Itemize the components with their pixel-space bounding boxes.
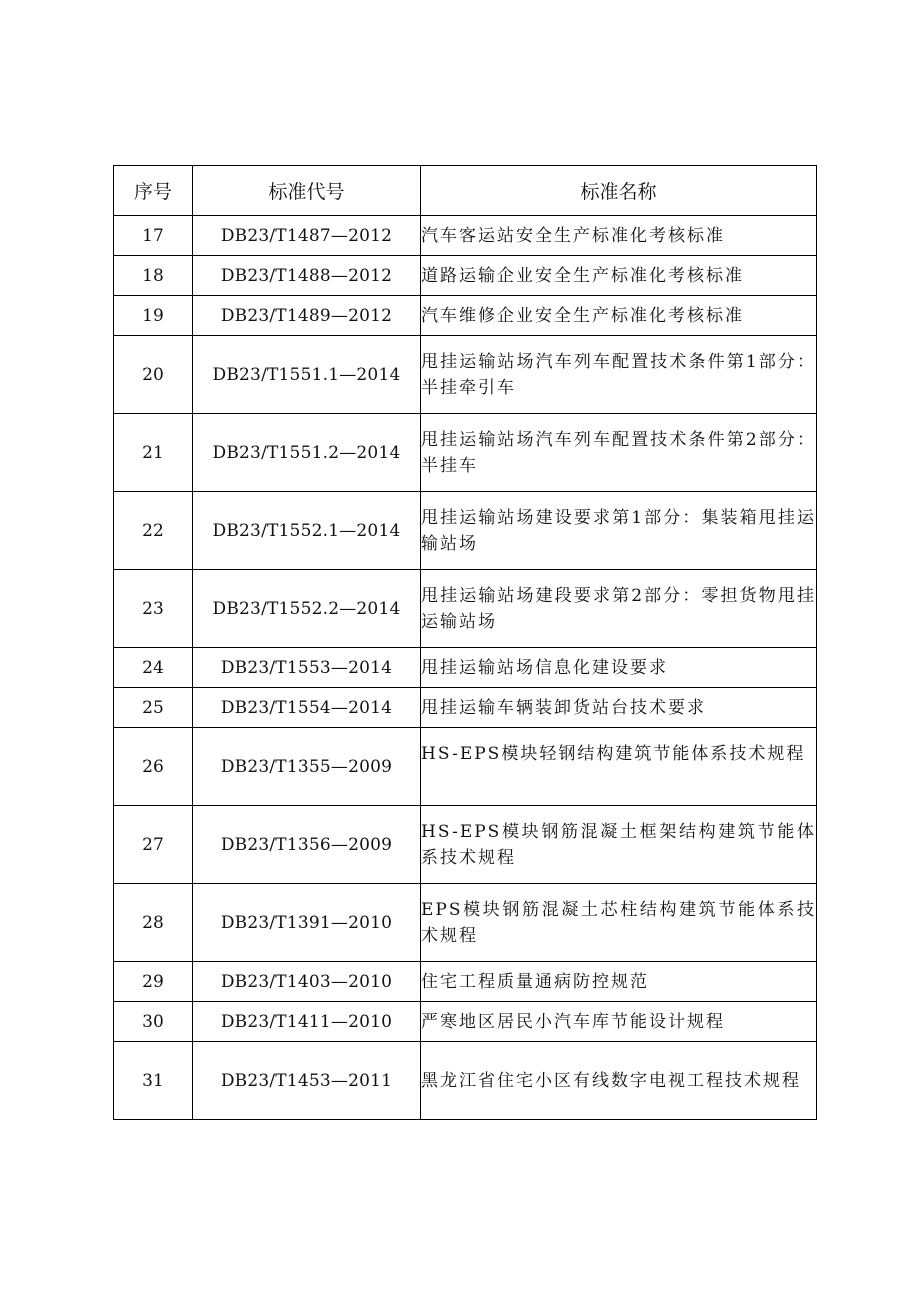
row-serial: 30: [114, 1002, 193, 1042]
row-serial: 25: [114, 688, 193, 728]
table-row: [114, 336, 817, 414]
row-code: DB23/T1355—2009: [193, 728, 421, 806]
row-serial: 20: [114, 336, 193, 414]
row-code: DB23/T1487—2012: [193, 216, 421, 256]
row-name: 甩挂运输站场建段要求第2部分：零担货物甩挂运输站场: [421, 570, 817, 648]
table-row: [114, 296, 817, 336]
row-serial: 26: [114, 728, 193, 806]
row-name: HS-EPS模块钢筋混凝土框架结构建筑节能体系技术规程: [421, 806, 817, 884]
row-serial: 22: [114, 492, 193, 570]
row-name: HS-EPS模块轻钢结构建筑节能体系技术规程: [421, 728, 817, 806]
row-name: 甩挂运输站场汽车列车配置技术条件第1部分：半挂牵引车: [421, 336, 817, 414]
row-code: DB23/T1551.1—2014: [193, 336, 421, 414]
row-serial: 27: [114, 806, 193, 884]
table-row: [114, 1002, 817, 1042]
row-serial: 28: [114, 884, 193, 962]
table-row: [114, 1042, 817, 1120]
row-name: EPS模块钢筋混凝土芯柱结构建筑节能体系技术规程: [421, 884, 817, 962]
table-row: [114, 688, 817, 728]
table-row: [114, 728, 817, 806]
row-code: DB23/T1553—2014: [193, 648, 421, 688]
table-row: [114, 648, 817, 688]
row-code: DB23/T1552.2—2014: [193, 570, 421, 648]
row-name: 汽车维修企业安全生产标准化考核标准: [421, 296, 817, 336]
row-serial: 19: [114, 296, 193, 336]
table-row: [114, 570, 817, 648]
row-code: DB23/T1488—2012: [193, 256, 421, 296]
table-row: [114, 492, 817, 570]
row-code: DB23/T1453—2011: [193, 1042, 421, 1120]
row-code: DB23/T1551.2—2014: [193, 414, 421, 492]
row-code: DB23/T1403—2010: [193, 962, 421, 1002]
row-name: 甩挂运输站场建设要求第1部分：集装箱甩挂运输站场: [421, 492, 817, 570]
table-row: [114, 962, 817, 1002]
row-serial: 21: [114, 414, 193, 492]
row-serial: 23: [114, 570, 193, 648]
header-name: 标准名称: [421, 166, 817, 216]
row-code: DB23/T1552.1—2014: [193, 492, 421, 570]
row-code: DB23/T1411—2010: [193, 1002, 421, 1042]
row-code: DB23/T1391—2010: [193, 884, 421, 962]
table-row: [114, 806, 817, 884]
header-code: 标准代号: [193, 166, 421, 216]
row-code: DB23/T1489—2012: [193, 296, 421, 336]
row-name: 住宅工程质量通病防控规范: [421, 962, 817, 1002]
table-row: [114, 414, 817, 492]
row-name: 甩挂运输站场汽车列车配置技术条件第2部分：半挂车: [421, 414, 817, 492]
row-name: 严寒地区居民小汽车库节能设计规程: [421, 1002, 817, 1042]
row-name: 黑龙江省住宅小区有线数字电视工程技术规程: [421, 1042, 817, 1120]
row-serial: 24: [114, 648, 193, 688]
standards-table: [113, 165, 817, 1120]
header-serial: 序号: [114, 166, 193, 216]
table-row: [114, 884, 817, 962]
row-serial: 18: [114, 256, 193, 296]
table-row: [114, 256, 817, 296]
row-code: DB23/T1356—2009: [193, 806, 421, 884]
header-row: [114, 166, 817, 216]
row-serial: 29: [114, 962, 193, 1002]
row-name: 道路运输企业安全生产标准化考核标准: [421, 256, 817, 296]
row-serial: 31: [114, 1042, 193, 1120]
table-row: [114, 216, 817, 256]
row-name: 甩挂运输车辆装卸货站台技术要求: [421, 688, 817, 728]
row-name: 汽车客运站安全生产标准化考核标准: [421, 216, 817, 256]
row-code: DB23/T1554—2014: [193, 688, 421, 728]
row-name: 甩挂运输站场信息化建设要求: [421, 648, 817, 688]
row-serial: 17: [114, 216, 193, 256]
